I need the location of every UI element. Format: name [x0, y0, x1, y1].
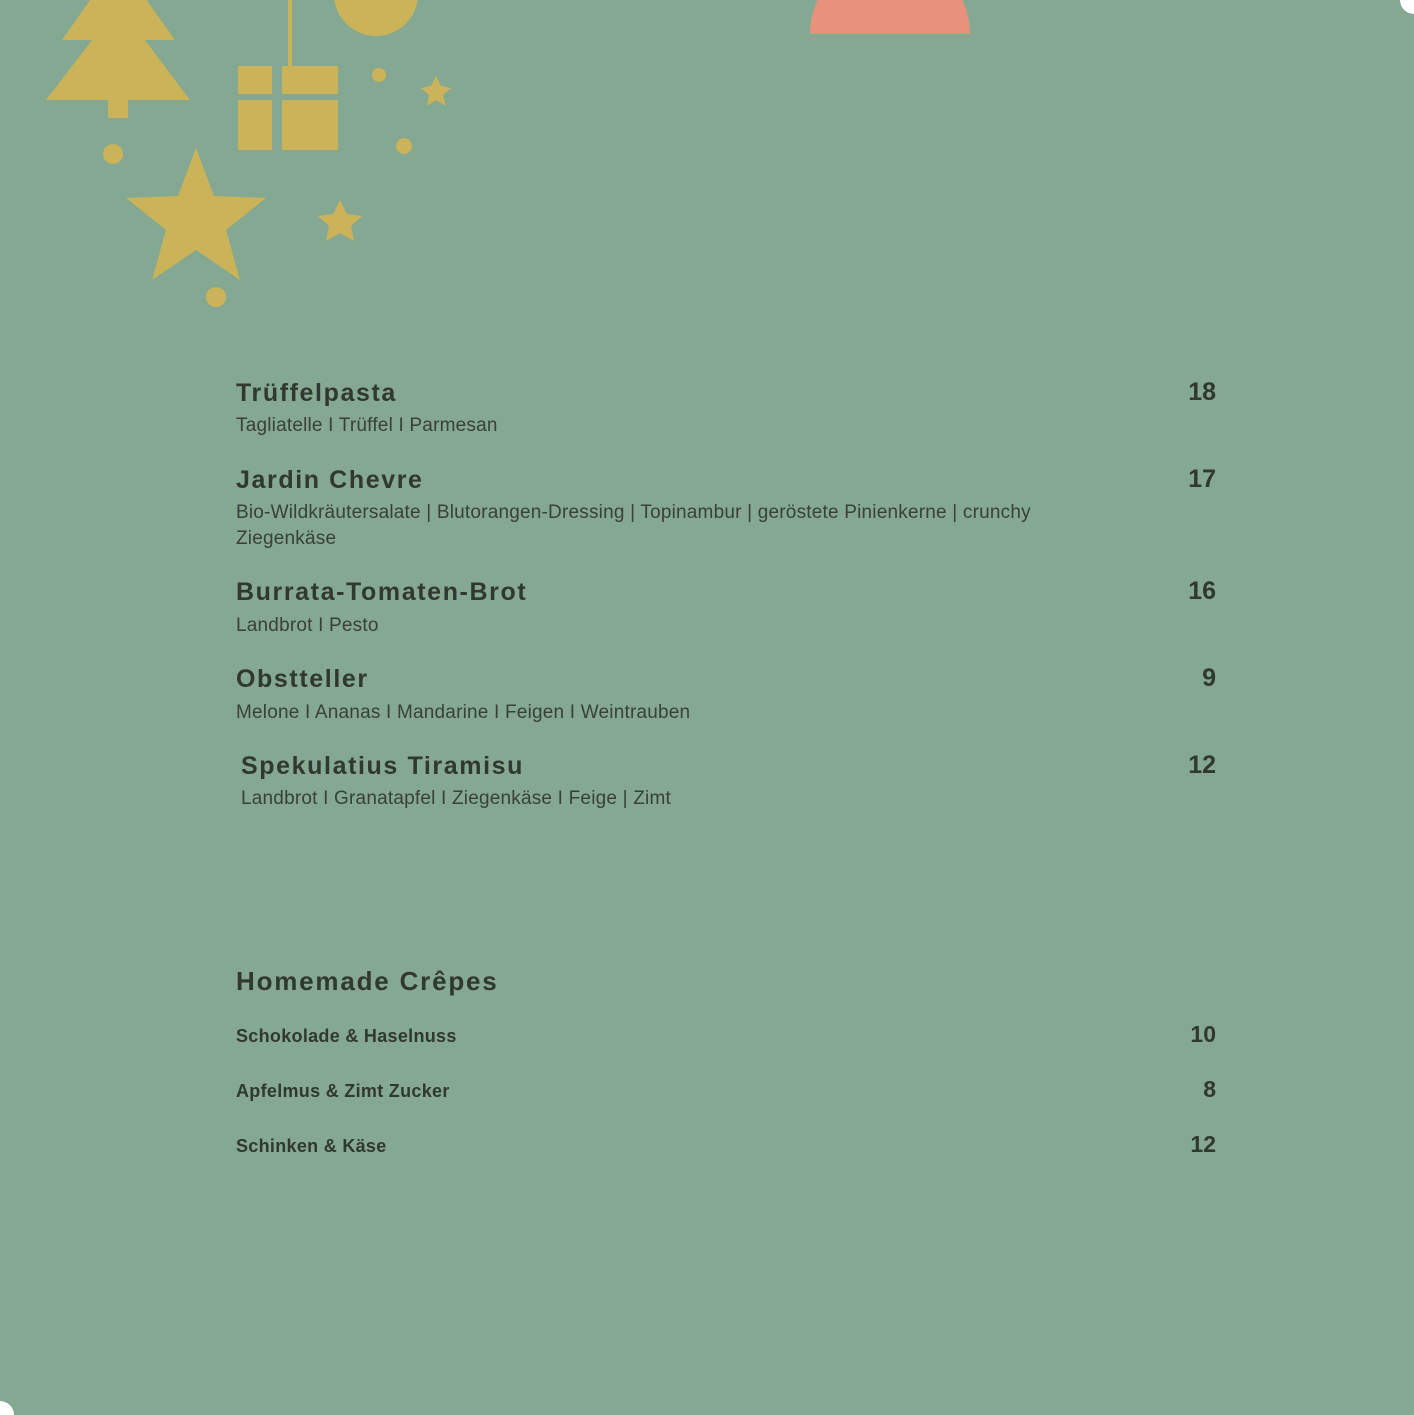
menu-item	[236, 577, 1216, 638]
crepe-item-price: 8	[1203, 1076, 1216, 1102]
menu-item-name: Trüffelpasta	[236, 379, 397, 407]
menu-items-list	[236, 378, 1216, 812]
menu-item	[236, 664, 1216, 725]
menu-item-price: 12	[1188, 751, 1216, 780]
crepe-item-price: 12	[1190, 1131, 1216, 1157]
menu-item-name: Jardin Chevre	[236, 465, 424, 494]
crepe-item-name: Apfelmus & Zimt Zucker	[236, 1081, 450, 1101]
menu-item-price: 9	[1202, 664, 1216, 693]
crepe-item	[236, 1021, 1216, 1048]
christmas-decoration-group	[0, 0, 520, 330]
menu-item-price: 17	[1188, 464, 1216, 493]
christmas-tree-icon	[46, 0, 190, 118]
page-corner-bottom-left	[0, 1401, 14, 1415]
bauble-icon	[334, 0, 418, 36]
crepes-section	[236, 966, 1216, 1186]
crepe-item-price: 10	[1190, 1021, 1216, 1047]
peach-arc-icon	[800, 0, 1200, 40]
menu-item-description: Bio-Wildkräutersalate | Blutorangen-Dressing | Topinambur | geröstete Pinienkerne | crunchy Ziegenkäse	[236, 502, 1031, 549]
dot-icon	[206, 287, 226, 307]
gift-box-icon	[238, 0, 338, 150]
menu-item	[236, 751, 1216, 812]
menu-item-price: 18	[1188, 378, 1216, 406]
crepe-item	[236, 1076, 1216, 1103]
crepe-item-name: Schokolade & Haselnuss	[236, 1026, 457, 1046]
crepes-section-title: Homemade Crêpes	[236, 966, 499, 996]
star-icon	[126, 148, 266, 280]
menu-item-description: Landbrot I Granatapfel I Ziegenkäse I Feige | Zimt	[241, 788, 671, 810]
menu-item-name: Burrata-Tomaten-Brot	[236, 578, 528, 607]
menu-item-description: Landbrot I Pesto	[236, 614, 379, 636]
crepe-item	[236, 1131, 1216, 1158]
menu-item-description: Melone I Ananas I Mandarine I Feigen I Weintrauben	[236, 701, 691, 723]
small-star-icon	[318, 200, 362, 241]
page-corner-top-right	[1400, 0, 1414, 14]
dot-icon	[396, 138, 412, 154]
dot-icon	[103, 144, 123, 164]
small-star-icon	[421, 76, 451, 106]
dot-icon	[372, 68, 386, 82]
menu-item	[236, 378, 1216, 439]
menu-item-name: Obstteller	[236, 665, 369, 694]
menu-item-price: 16	[1188, 577, 1216, 606]
menu-item	[236, 465, 1216, 552]
menu-item-description: Tagliatelle I Trüffel I Parmesan	[236, 415, 498, 437]
menu-item-name: Spekulatius Tiramisu	[241, 752, 525, 781]
crepe-item-name: Schinken & Käse	[236, 1136, 387, 1156]
